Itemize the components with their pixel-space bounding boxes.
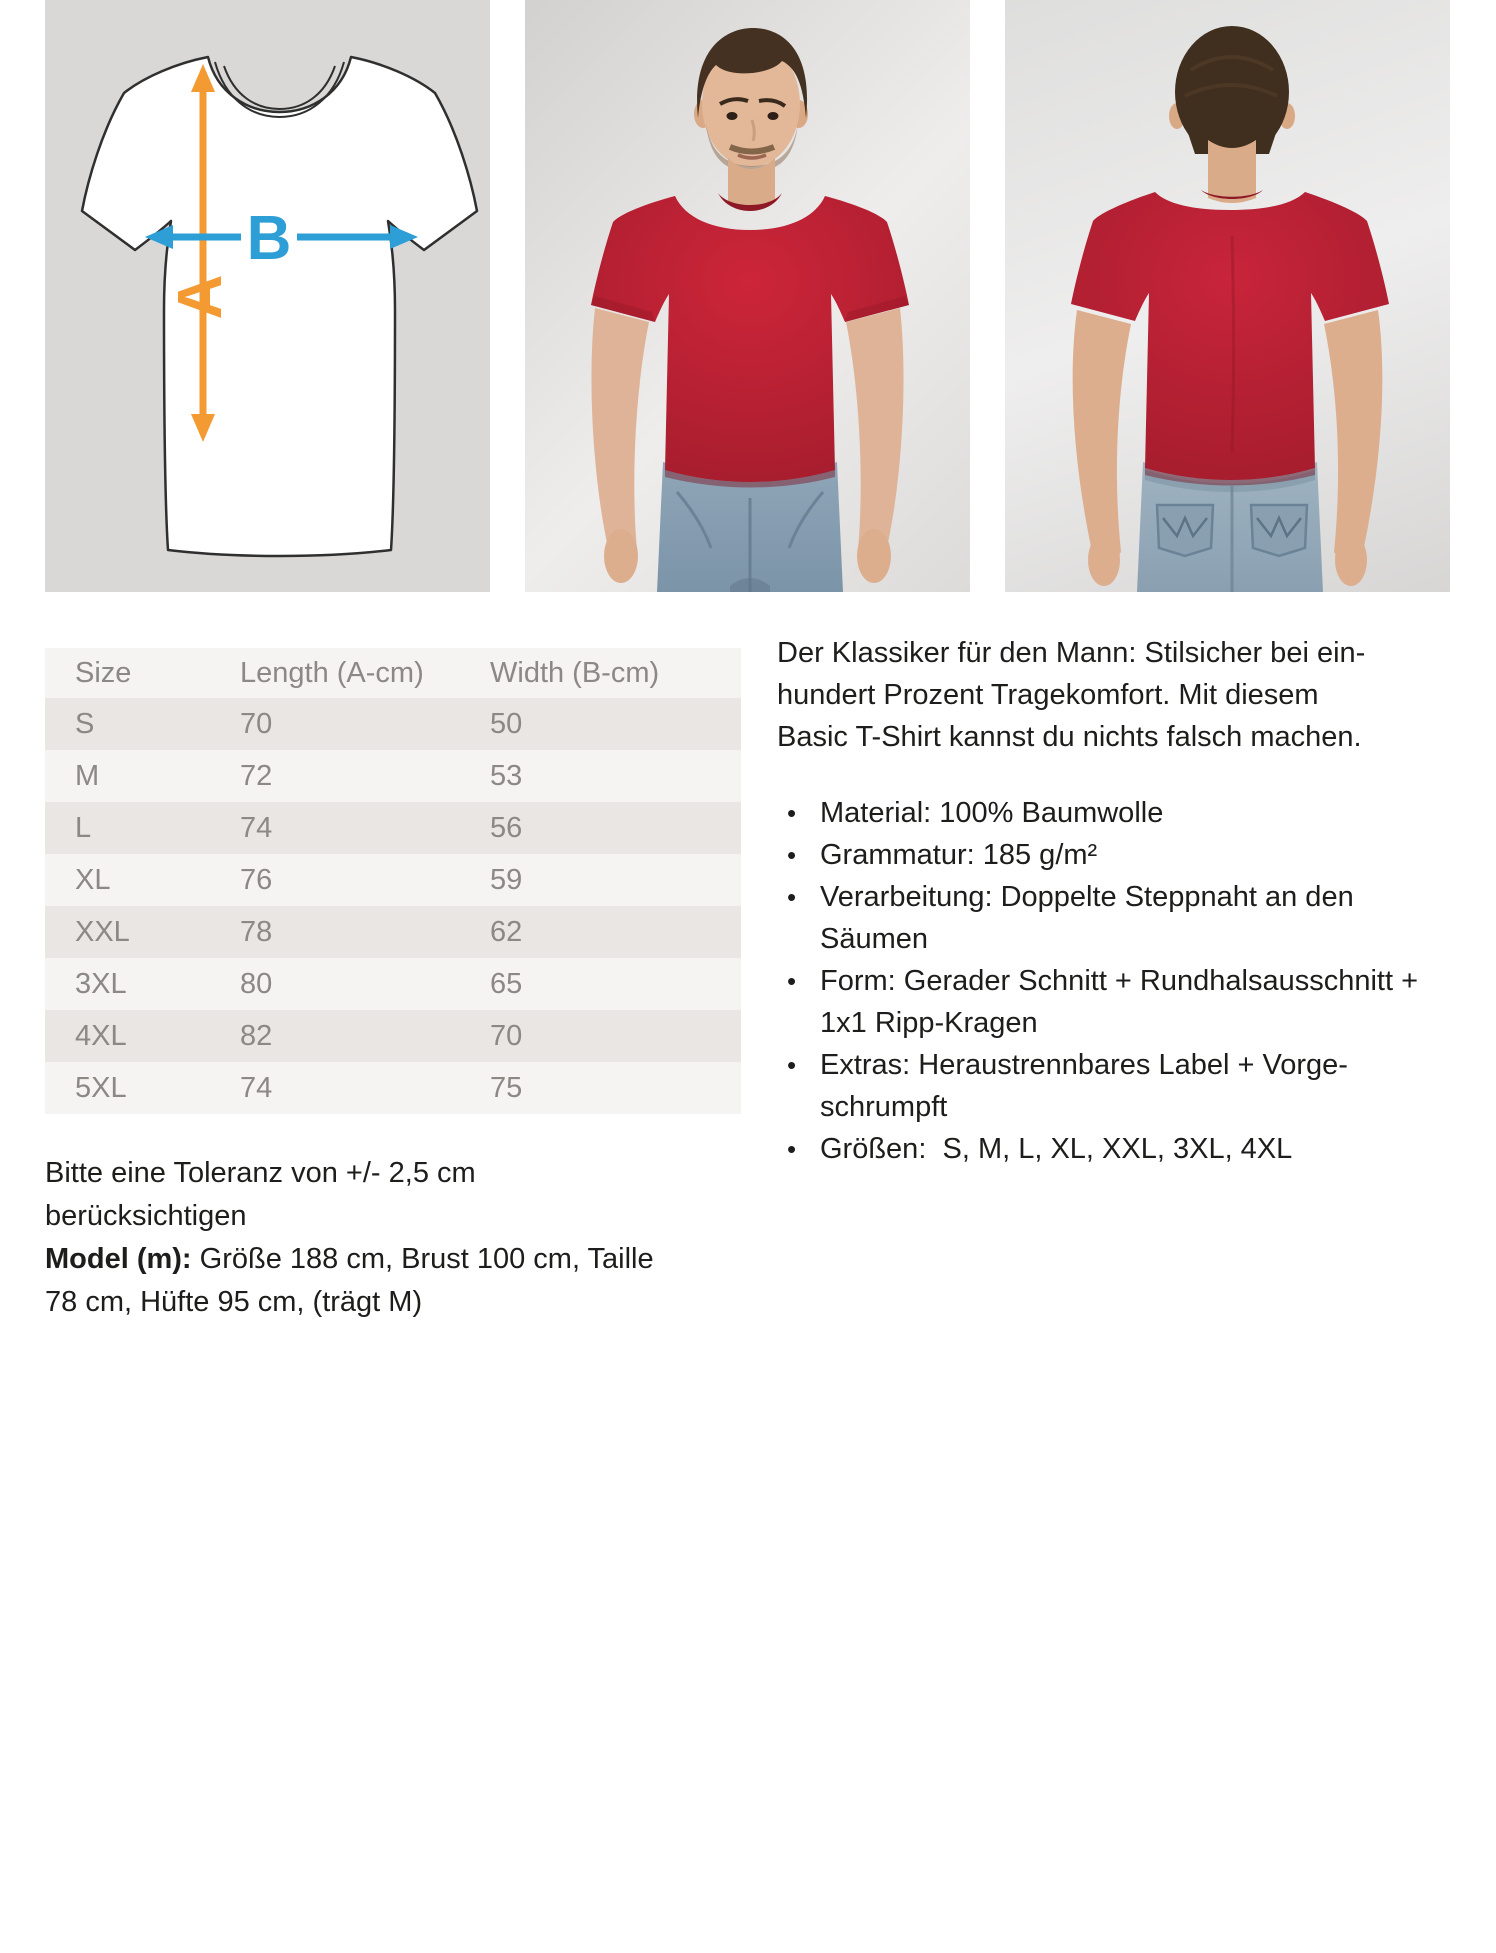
size-table-cell: 62 xyxy=(460,906,741,958)
model-info-label: Model (m): xyxy=(45,1243,192,1275)
size-table-cell: 82 xyxy=(210,1010,460,1062)
size-diagram-image xyxy=(45,0,490,592)
arrow-b-label: B xyxy=(246,204,292,273)
description-intro-line: Basic T-Shirt kannst du nichts falsch machen. xyxy=(777,721,1362,753)
size-table-cell: 5XL xyxy=(45,1062,210,1114)
size-table-cell: L xyxy=(45,802,210,854)
size-table-row xyxy=(45,1010,741,1062)
size-table-cell: XXL xyxy=(45,906,210,958)
tshirt-measure-diagram xyxy=(45,0,490,592)
size-table-header-row xyxy=(45,648,741,698)
back-neck xyxy=(1208,140,1256,203)
size-table-cell: 76 xyxy=(210,854,460,906)
description-intro xyxy=(777,632,1425,758)
description-bullet: • Material: 100% Baumwolle xyxy=(777,792,1425,834)
size-table-cell: 70 xyxy=(460,1010,741,1062)
back-head xyxy=(1169,26,1295,158)
description-intro-line: hundert Prozent Tragekomfort. Mit diesem xyxy=(777,679,1319,711)
size-table-cell: 4XL xyxy=(45,1010,210,1062)
description-bullet: • Grammatur: 185 g/m² xyxy=(777,834,1425,876)
description-bullet: • Verarbeitung: Doppelte Steppnaht an den Säumen xyxy=(777,876,1425,960)
size-table-row xyxy=(45,698,741,750)
size-table xyxy=(45,648,741,1114)
measurement-notes xyxy=(45,1152,655,1324)
size-table-cell: 50 xyxy=(460,698,741,750)
model-front-photo xyxy=(525,0,970,592)
size-table-cell: 59 xyxy=(460,854,741,906)
size-table-cell: 56 xyxy=(460,802,741,854)
description-bullet: • Größen: S, M, L, XL, XXL, 3XL, 4XL xyxy=(777,1128,1425,1170)
size-table-row xyxy=(45,750,741,802)
size-table-cell: 3XL xyxy=(45,958,210,1010)
size-table-row xyxy=(45,906,741,958)
description-bullet: • Extras: Heraustrennbares Label + Vorgeschrumpft xyxy=(777,1044,1425,1128)
size-table-cell: 75 xyxy=(460,1062,741,1114)
size-table-cell: 70 xyxy=(210,698,460,750)
description-intro-line: Der Klassiker für den Mann: Stilsicher bei ein- xyxy=(777,637,1366,669)
front-head xyxy=(694,28,808,172)
arrow-a-label: A xyxy=(166,274,235,320)
model-back-photo xyxy=(1005,0,1450,592)
size-table-column-header: Size xyxy=(45,648,210,698)
size-table-cell: S xyxy=(45,698,210,750)
model-info xyxy=(45,1238,655,1324)
size-table-cell: M xyxy=(45,750,210,802)
size-table-cell: XL xyxy=(45,854,210,906)
size-table-cell: 78 xyxy=(210,906,460,958)
size-table-cell: 65 xyxy=(460,958,741,1010)
model-front-illustration xyxy=(525,0,970,592)
description-bullets xyxy=(777,792,1425,1170)
size-table-row xyxy=(45,802,741,854)
size-table-row xyxy=(45,958,741,1010)
tolerance-note: Bitte eine Toleranz von +/- 2,5 cm berücksichtigen xyxy=(45,1157,476,1232)
size-table-cell: 74 xyxy=(210,802,460,854)
description-bullet: • Form: Gerader Schnitt + Rundhalsausschnitt + 1x1 Ripp-Kragen xyxy=(777,960,1425,1044)
model-back-illustration xyxy=(1005,0,1450,592)
size-table-column-header: Length (A-cm) xyxy=(210,648,460,698)
size-table-cell: 74 xyxy=(210,1062,460,1114)
size-table-cell: 72 xyxy=(210,750,460,802)
size-table-cell: 53 xyxy=(460,750,741,802)
size-table-column-header: Width (B-cm) xyxy=(460,648,741,698)
size-table-row xyxy=(45,854,741,906)
tshirt-outline xyxy=(82,57,477,556)
size-table-row xyxy=(45,1062,741,1114)
model-info-text: Größe 188 cm, Brust 100 cm, Taille 78 cm, Hüfte 95 cm, (trägt M) xyxy=(45,1243,654,1318)
product-description xyxy=(777,632,1425,1170)
size-table-cell: 80 xyxy=(210,958,460,1010)
